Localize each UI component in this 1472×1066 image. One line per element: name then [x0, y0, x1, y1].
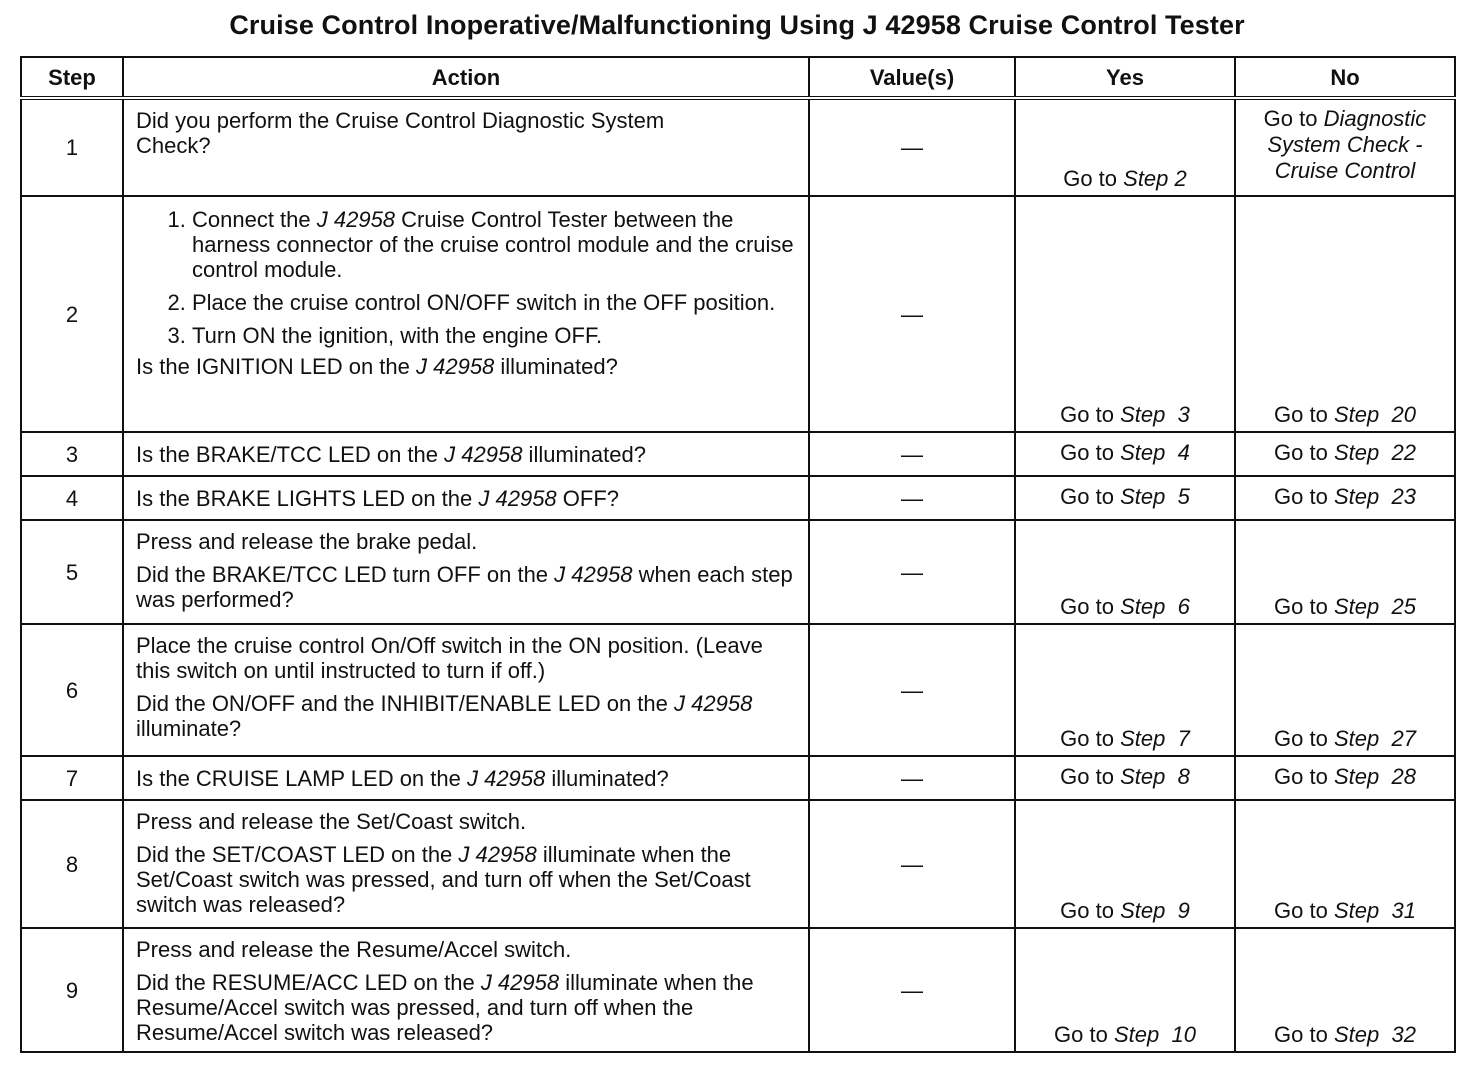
value-cell: — — [809, 756, 1015, 800]
value-cell: — — [809, 432, 1015, 476]
action-question: Is the BRAKE/TCC LED on the J 42958 illuminated? — [136, 441, 646, 467]
table-row-step-4 — [21, 476, 1455, 520]
action-cell — [123, 520, 809, 624]
action-cell — [123, 928, 809, 1052]
diagnostic-table — [20, 56, 1456, 1053]
yes-cell — [1015, 98, 1235, 196]
value-cell: — — [809, 476, 1015, 520]
value-cell: — — [809, 98, 1015, 196]
yes-step-target: 9 — [1177, 898, 1190, 923]
table-row-step-8 — [21, 800, 1455, 928]
yes-step-target: 8 — [1177, 763, 1190, 789]
no-step-target: 25 — [1391, 594, 1416, 619]
yes-cell: Go to Step 6 — [1015, 520, 1235, 624]
no-step-target: 20 — [1391, 402, 1416, 427]
header-step: Step — [21, 57, 123, 98]
step-number: 4 — [21, 476, 123, 520]
no-step-target: 27 — [1391, 726, 1416, 751]
table-row-step-1 — [21, 98, 1455, 196]
header-values: Value(s) — [809, 57, 1015, 98]
table-row-step-7 — [21, 756, 1455, 800]
step-number: 6 — [21, 624, 123, 756]
no-cell: Go to Step 27 — [1235, 624, 1455, 756]
action-cell — [123, 756, 809, 800]
action-cell — [123, 196, 809, 432]
header-yes: Yes — [1015, 57, 1235, 98]
page-title: Cruise Control Inoperative/Malfunctioning Using J 42958 Cruise Control Tester — [229, 10, 1245, 40]
no-cell: Go to Step 22 — [1235, 432, 1455, 476]
step-number: 3 — [21, 432, 123, 476]
yes-cell: Go to Step 5 — [1015, 476, 1235, 520]
step-label: Step — [1123, 166, 1169, 191]
action-question: Did the SET/COAST LED on the J 42958 illuminate when the Set/Coast switch was pressed, and turn off when the Set/Coast switch was released? — [136, 842, 751, 917]
go-to-label: Go to — [1263, 106, 1324, 131]
no-step-target: 22 — [1391, 439, 1416, 465]
action-text: Did you perform the Cruise Control Diagnostic System Check? — [136, 108, 665, 158]
action-question: Did the RESUME/ACC LED on the J 42958 illuminate when the Resume/Accel switch was pressed, and turn off when the Resume/Accel switch was released? — [136, 970, 754, 1045]
action-instruction: Press and release the brake pedal. — [136, 529, 478, 554]
no-step-target: 28 — [1391, 763, 1416, 789]
action-question: Is the CRUISE LAMP LED on the J 42958 illuminated? — [136, 765, 669, 791]
no-step-target: 23 — [1391, 483, 1416, 509]
no-step-target: 32 — [1391, 1022, 1416, 1047]
action-question: Is the BRAKE LIGHTS LED on the J 42958 OFF? — [136, 485, 620, 511]
no-cell — [1235, 98, 1455, 196]
go-to-label: Go to — [1063, 166, 1124, 191]
action-question: Did the ON/OFF and the INHIBIT/ENABLE LED on the J 42958 illuminate? — [136, 691, 753, 741]
list-item: 1. Connect the J 42958 Cruise Control Tester between the harness connector of the cruise control module and the cruise control module. — [192, 207, 798, 282]
step-number: 1 — [21, 98, 123, 196]
table-row-step-5 — [21, 520, 1455, 624]
yes-cell: Go to Step 9 — [1015, 800, 1235, 928]
yes-cell: Go to Step 3 — [1015, 196, 1235, 432]
yes-step-target: 5 — [1177, 483, 1190, 509]
yes-cell: Go to Step 8 — [1015, 756, 1235, 800]
value-cell: — — [809, 800, 1015, 928]
action-cell — [123, 800, 809, 928]
yes-step-target: 7 — [1177, 726, 1190, 751]
action-instruction: Place the cruise control On/Off switch in the ON position. (Leave this switch on until instructed to turn if off.) — [136, 633, 763, 683]
no-cell: Go to Step 23 — [1235, 476, 1455, 520]
yes-step-target: 6 — [1177, 594, 1190, 619]
action-steps-list — [136, 207, 798, 348]
yes-cell: Go to Step 4 — [1015, 432, 1235, 476]
action-cell — [123, 476, 809, 520]
list-item: 2. Place the cruise control ON/OFF switch in the OFF position. — [192, 290, 798, 315]
no-cell: Go to Step 20 — [1235, 196, 1455, 432]
action-cell — [123, 98, 809, 196]
action-cell — [123, 432, 809, 476]
yes-step-target: 2 — [1174, 166, 1187, 191]
yes-step-target: 3 — [1177, 402, 1190, 427]
value-cell: — — [809, 624, 1015, 756]
action-question: Is the IGNITION LED on the J 42958 illuminated? — [136, 354, 618, 379]
table-row-step-6 — [21, 624, 1455, 756]
yes-step-target: 10 — [1171, 1022, 1196, 1047]
action-question: Did the BRAKE/TCC LED turn OFF on the J 42958 when each step was performed? — [136, 562, 793, 612]
list-item: 3. Turn ON the ignition, with the engine OFF. — [192, 323, 798, 348]
value-cell: — — [809, 928, 1015, 1052]
no-cell: Go to Step 25 — [1235, 520, 1455, 624]
no-cell: Go to Step 28 — [1235, 756, 1455, 800]
step-number: 5 — [21, 520, 123, 624]
header-action: Action — [123, 57, 809, 98]
header-no: No — [1235, 57, 1455, 98]
action-instruction: Press and release the Resume/Accel switch. — [136, 937, 572, 962]
action-cell — [123, 624, 809, 756]
yes-step-target: 4 — [1177, 439, 1190, 465]
action-instruction: Press and release the Set/Coast switch. — [136, 809, 527, 834]
step-number: 2 — [21, 196, 123, 432]
yes-cell: Go to Step 10 — [1015, 928, 1235, 1052]
value-cell: — — [809, 520, 1015, 624]
step-number: 9 — [21, 928, 123, 1052]
yes-cell: Go to Step 7 — [1015, 624, 1235, 756]
table-row-step-2 — [21, 196, 1455, 432]
no-step-target: 31 — [1391, 898, 1416, 923]
no-target-text: Diagnostic System Check - Cruise Control — [1267, 106, 1427, 183]
no-cell: Go to Step 32 — [1235, 928, 1455, 1052]
table-row-step-9 — [21, 928, 1455, 1052]
table-row-step-3 — [21, 432, 1455, 476]
no-cell: Go to Step 31 — [1235, 800, 1455, 928]
step-number: 7 — [21, 756, 123, 800]
value-cell: — — [809, 196, 1015, 432]
header-row — [21, 57, 1455, 98]
step-number: 8 — [21, 800, 123, 928]
